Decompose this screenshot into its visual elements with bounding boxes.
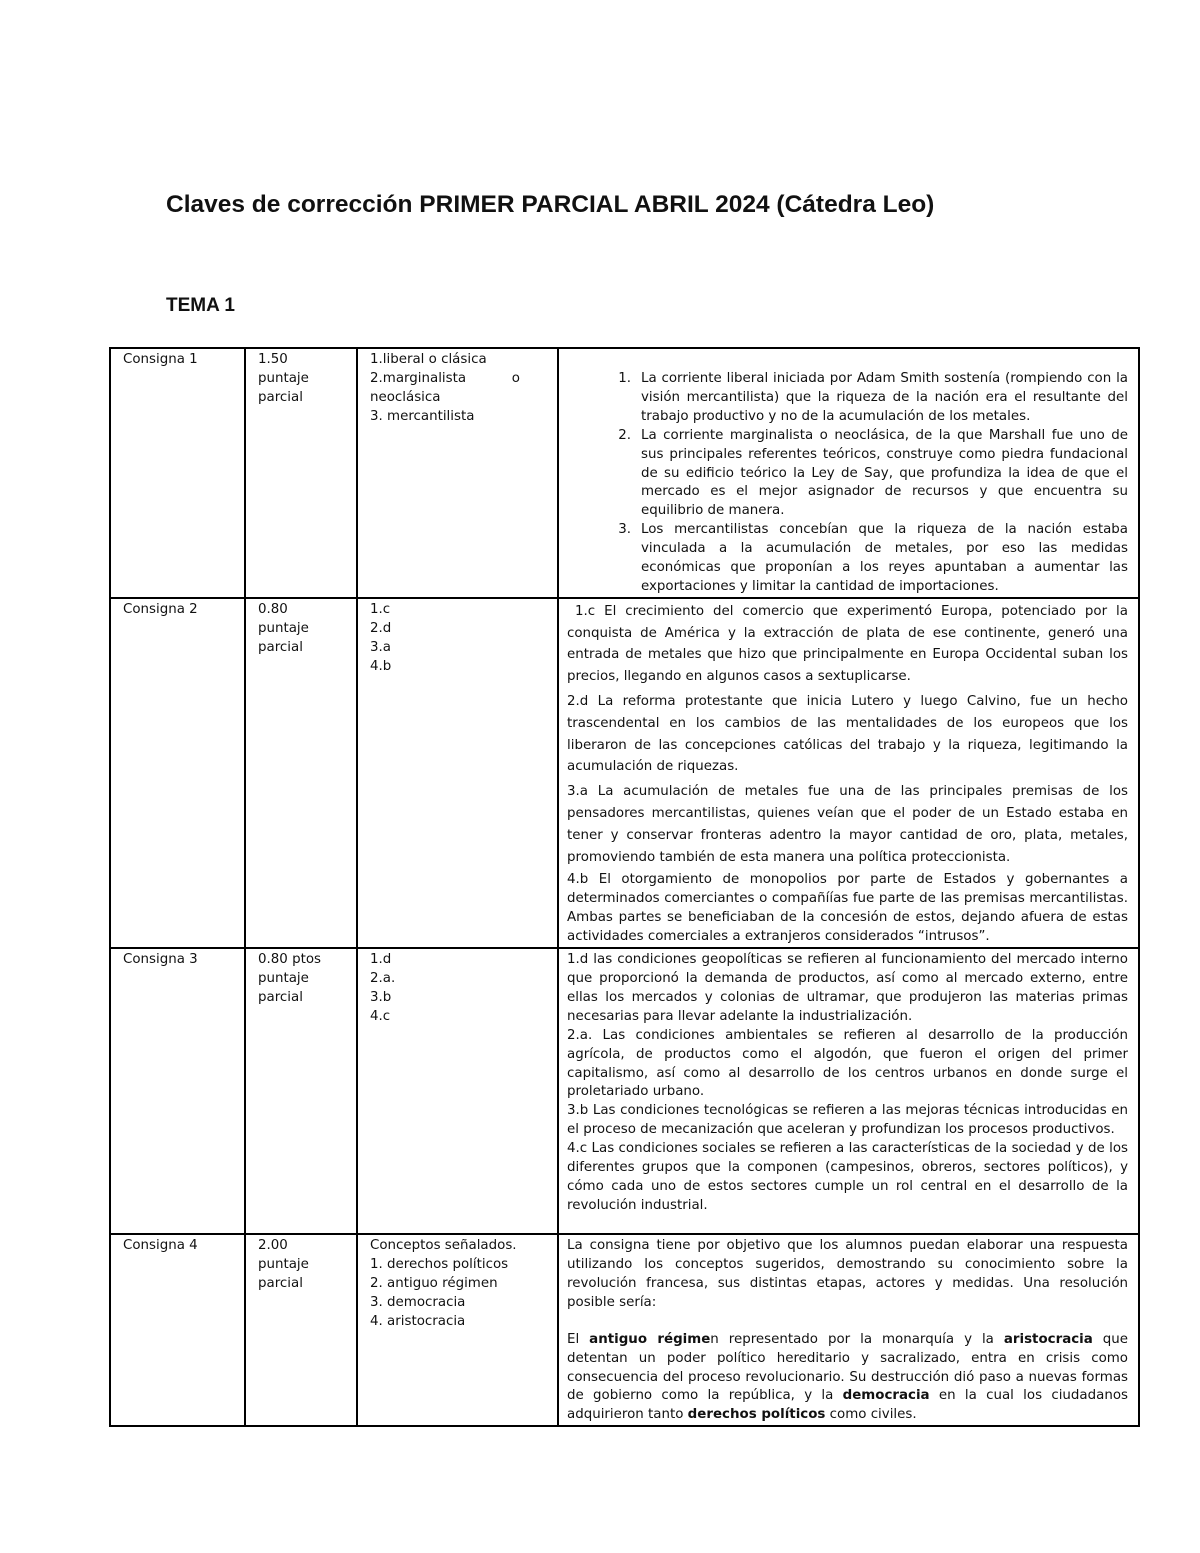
item-number: 1. xyxy=(618,371,631,386)
highlighted-concept: derechos políticos xyxy=(687,1407,826,1423)
resolucion-text: n representado por la monarquía y la xyxy=(710,1331,1004,1347)
claves-cell xyxy=(357,598,558,948)
respuesta-paragraph: 4.b El otorgamiento de monopolios por parte de Estados y gobernantes a determinados comerciantes o compañíías fue parte de las premisas mercantilistas. Ambas partes se beneficiaban de la concesión de estos, dejando afuera de estas actividades comerciales a extranjeros considerados “intrusos”. xyxy=(567,872,1128,945)
puntaje-word: puntaje xyxy=(258,970,309,986)
clave-item: 3. democracia xyxy=(370,1294,466,1310)
respuesta-paragraph: 3.b Las condiciones tecnológicas se refieren a las mejoras técnicas introducidas en el proceso de mecanización que aceleran y profundizan los procesos productivos. xyxy=(567,1103,1128,1138)
puntaje-cell xyxy=(245,348,357,598)
puntaje-word: parcial xyxy=(258,389,303,405)
consigna-cell xyxy=(110,948,245,1234)
clave-item: 3. mercantilista xyxy=(370,408,475,424)
clave-item: 2. antiguo régimen xyxy=(370,1275,498,1291)
list-item xyxy=(567,370,1128,427)
puntaje-cell xyxy=(245,598,357,948)
paragraph-spacer xyxy=(567,1313,1128,1331)
puntaje-value: 1.50 xyxy=(258,352,288,367)
clave-item: 4.c xyxy=(370,1008,391,1024)
respuesta-paragraph: 3.a La acumulación de metales fue una de las principales premisas de los pensadores mercantilistas, quienes veían que el poder de un Estado estaba en tener y conservar fronteras adentro la mayor cantidad de oro, plata, metales, promoviendo también de esta manera una política proteccionista. xyxy=(567,784,1128,865)
table-row xyxy=(110,948,1139,1234)
item-text: La corriente marginalista o neoclásica, de la que Marshall fue uno de sus principales referentes teóricos, construye como piedra fundacional de su edificio teórico la Ley de Say, que profundiza la idea de que el mercado es el mejor asignador de recursos y que encuentra su equilibrio de manera. xyxy=(641,427,1128,519)
consigna-label: Consigna 1 xyxy=(123,352,198,367)
clave-item: 2.a. xyxy=(370,970,396,986)
puntaje-word: parcial xyxy=(258,989,303,1005)
respuesta-paragraph: 2.a. Las condiciones ambientales se refieren al desarrollo de la producción agrícola, de productos como el algodón, que fueron el origen del primer capitalismo, así como al desarrollo de los centros urbanos en donde surge el proletariado urbano. xyxy=(567,1027,1128,1100)
resolucion-text: en la cual los ciudadanos adquirieron tanto xyxy=(567,1388,1128,1423)
resolucion-text: El xyxy=(567,1331,590,1347)
consigna-label: Consigna 3 xyxy=(123,952,198,968)
clave-item: 1.d xyxy=(370,952,392,968)
respuesta-cell xyxy=(558,348,1139,598)
respuesta-cell xyxy=(558,1234,1139,1426)
puntaje-value: 0.80 ptos xyxy=(258,952,321,968)
clave-item: Conceptos señalados. xyxy=(370,1238,517,1254)
clave-item: 3.b xyxy=(370,989,392,1005)
clave-item: 2.d xyxy=(370,620,392,636)
respuesta-cell xyxy=(558,598,1139,948)
puntaje-word: puntaje xyxy=(258,370,309,386)
claves-cell xyxy=(357,348,558,598)
document-title: Claves de corrección PRIMER PARCIAL ABRIL 2024 (Cátedra Leo) xyxy=(166,191,935,218)
puntaje-word: parcial xyxy=(258,1275,303,1291)
highlighted-concept: aristocracia xyxy=(1003,1331,1093,1347)
puntaje-value: 0.80 xyxy=(258,601,288,617)
clave-item: 4.b xyxy=(370,658,392,674)
highlighted-concept: antiguo régime xyxy=(589,1331,711,1347)
resolucion-text: como civiles. xyxy=(825,1407,917,1423)
section-heading: TEMA 1 xyxy=(166,295,235,316)
respuesta-paragraph: 4.c Las condiciones sociales se refieren a las características de la sociedad y de los diferentes grupos que la componen (campesinos, obreros, sectores políticos), y cómo cada uno de estos sectores cumple un rol central en el desarrollo de la revolución industrial. xyxy=(567,1141,1128,1213)
resolucion-text: que detentan un poder político hereditario y sacralizado, entra en crisis como consecuencia del proceso revolucionario. Su destrucción dió paso a nuevas formas de gobierno como la república, y la xyxy=(567,1331,1128,1404)
table-row xyxy=(110,348,1139,598)
respuesta-list xyxy=(567,370,1128,597)
consigna-label: Consigna 2 xyxy=(123,601,198,617)
item-text: La corriente liberal iniciada por Adam Smith sostenía (rompiendo con la visión mercantilista) que la riqueza de la nación era el resultante del trabajo productivo y no de la acumulación de los metales. xyxy=(641,371,1128,424)
respuesta-cell xyxy=(558,948,1139,1234)
item-text: Los mercantilistas concebían que la riqueza de la nación estaba vinculada a la acumulación de metales, por eso las medidas económicas que proponían a los reyes apuntaban a aumentar las exportaciones y limitar la cantidad de importaciones. xyxy=(641,522,1128,594)
puntaje-value: 2.00 xyxy=(258,1238,288,1254)
table-row xyxy=(110,1234,1139,1426)
respuesta-paragraph: 1.c El crecimiento del comercio que experimentó Europa, potenciado por la conquista de América y la extracción de plata de ese continente, generó una entrada de metales que hizo que principalmente en Europa Occidental suban los precios, llegando en algunos casos a sextuplicarse. xyxy=(567,603,1128,685)
puntaje-word: puntaje xyxy=(258,1256,309,1272)
clave-item: 2.marginalista o neoclásica xyxy=(370,370,520,405)
item-number: 2. xyxy=(618,427,631,443)
highlighted-concept: democracia xyxy=(842,1388,930,1404)
respuesta-intro: La consigna tiene por objetivo que los alumnos puedan elaborar una respuesta utilizando los conceptos sugeridos, demostrando su conocimiento sobre la revolución francesa, sus distintas etapas, actores y medidas. Una resolución posible sería: xyxy=(567,1238,1128,1310)
list-item xyxy=(567,521,1128,597)
clave-item: 1.liberal o clásica xyxy=(370,352,487,367)
puntaje-word: parcial xyxy=(258,639,303,655)
consigna-label: Consigna 4 xyxy=(123,1238,198,1254)
puntaje-cell xyxy=(245,1234,357,1426)
clave-item: 1. derechos políticos xyxy=(370,1256,509,1272)
clave-item: 1.c xyxy=(370,601,391,617)
clave-item: 4. aristocracia xyxy=(370,1313,466,1329)
puntaje-word: puntaje xyxy=(258,620,309,636)
answer-key-table xyxy=(109,347,1140,1427)
item-number: 3. xyxy=(618,522,631,538)
respuesta-paragraph: 2.d La reforma protestante que inicia Lutero y luego Calvino, fue un hecho trascendental en los cambios de las mentalidades de los europeos que los liberaron de las concepciones católicas del trabajo y la riqueza, legitimando la acumulación de riquezas. xyxy=(567,694,1128,775)
puntaje-cell xyxy=(245,948,357,1234)
respuesta-paragraph: 1.d las condiciones geopolíticas se refieren al funcionamiento del mercado interno que proporcionó la demanda de productos, así como al mercado externo, entre ellas los mercados y colonias de ultramar, que produjeron las materias primas necesarias para llevar adelante la industrialización. xyxy=(567,952,1128,1024)
table-row xyxy=(110,598,1139,948)
respuesta-resolucion xyxy=(567,1331,1128,1426)
consigna-cell xyxy=(110,598,245,948)
list-item xyxy=(567,427,1128,522)
clave-item: 3.a xyxy=(370,639,391,655)
claves-cell xyxy=(357,1234,558,1426)
consigna-cell xyxy=(110,348,245,598)
consigna-cell xyxy=(110,1234,245,1426)
claves-cell xyxy=(357,948,558,1234)
